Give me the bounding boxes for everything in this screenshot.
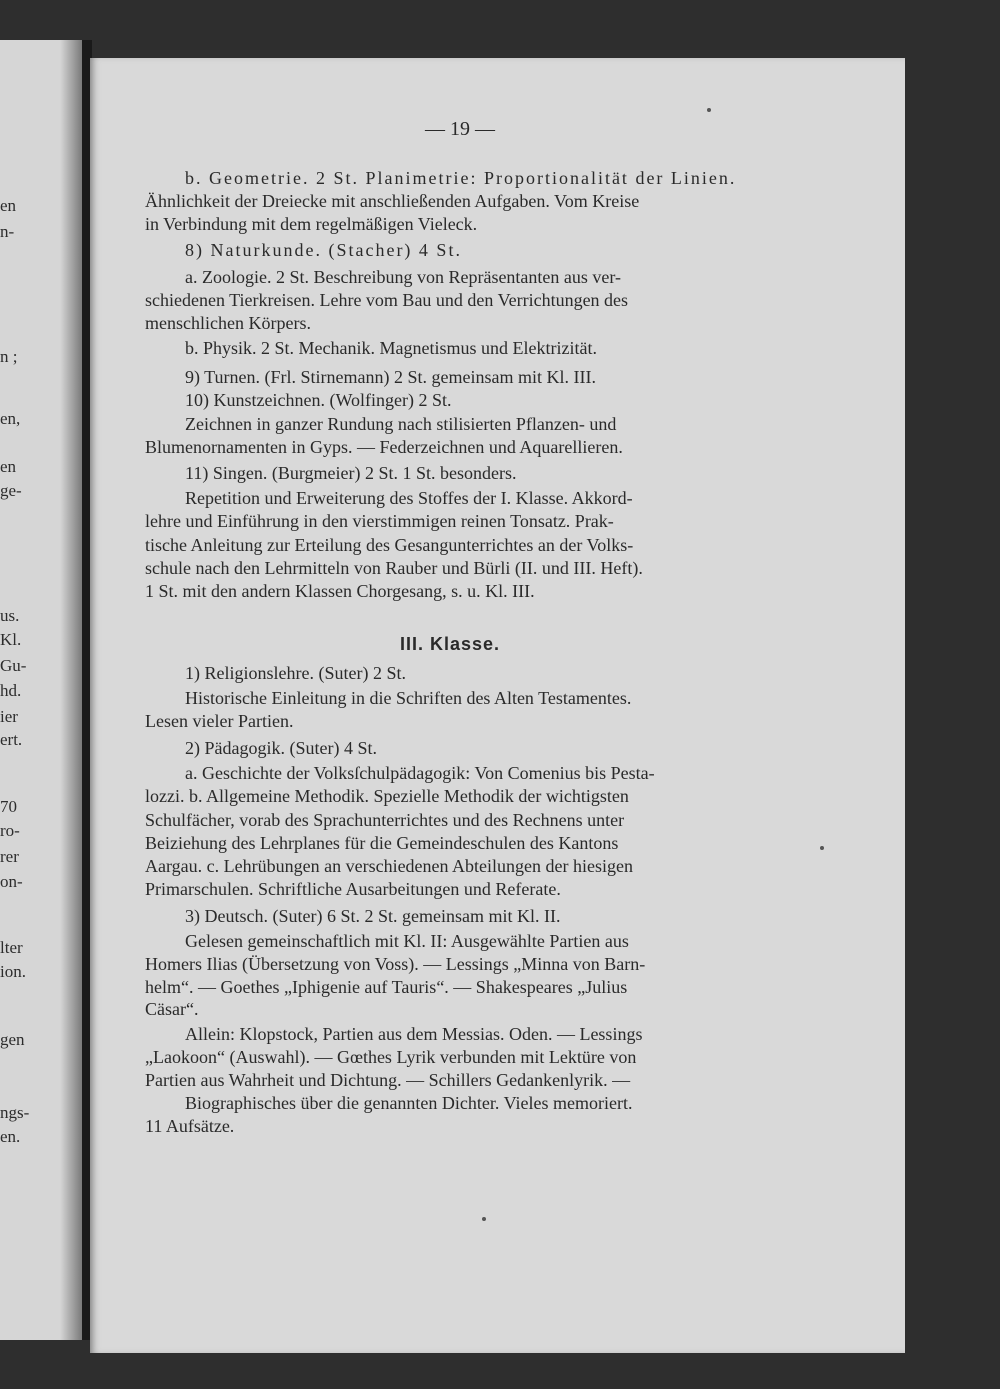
text-line: Zeichnen in ganzer Rundung nach stilisierten Pflanzen- und: [185, 414, 617, 434]
text-line: 3) Deutsch. (Suter) 6 St. 2 St. gemeinsam mit Kl. II.: [185, 906, 561, 926]
text-line: schiedenen Tierkreisen. Lehre vom Bau und den Verrichtungen des: [145, 290, 629, 310]
text-line: Cäsar“.: [145, 999, 199, 1019]
text-line: 2) Pädagogik. (Suter) 4 St.: [185, 738, 377, 758]
text-line: a. Geschichte der Volksſchulpädagogik: Von Comenius bis Pesta-: [185, 763, 655, 783]
text-line: Primarschulen. Schriftliche Ausarbeitungen und Referate.: [145, 879, 561, 899]
left-fragment: en.: [0, 1127, 21, 1146]
text-line: Ähnlichkeit der Dreiecke mit anschließenden Aufgaben. Vom Kreise: [145, 191, 640, 211]
text-line: 10) Kunstzeichnen. (Wolfinger) 2 St.: [185, 390, 452, 410]
left-fragment: n ;: [0, 347, 18, 366]
text-line: Lesen vieler Partien.: [145, 711, 294, 731]
left-fragment: hd.: [0, 681, 22, 700]
paper-speck: [707, 108, 711, 112]
paper-speck: [482, 1217, 486, 1221]
text-line: Homers Ilias (Übersetzung von Voss). — Lessings „Minna von Barn-: [145, 954, 646, 974]
text-line: Schulfächer, vorab des Sprachunterrichtes und des Rechnens unter: [145, 810, 625, 830]
left-fragment: on-: [0, 872, 23, 891]
text-line: 9) Turnen. (Frl. Stirnemann) 2 St. gemeinsam mit Kl. III.: [185, 367, 596, 387]
left-fragment: n-: [0, 222, 15, 241]
section-heading: III. Klasse.: [400, 634, 501, 654]
text-line: b. Physik. 2 St. Mechanik. Magnetismus und Elektrizität.: [185, 338, 597, 358]
text-line: in Verbindung mit dem regelmäßigen Vieleck.: [145, 214, 478, 234]
text-line: 1) Religionslehre. (Suter) 2 St.: [185, 663, 406, 683]
text-line: Partien aus Wahrheit und Dichtung. — Schillers Gedankenlyrik. —: [145, 1070, 631, 1090]
left-fragment: rer: [0, 847, 19, 866]
left-fragment: ier: [0, 707, 18, 726]
text-line: 1 St. mit den andern Klassen Chorgesang, s. u. Kl. III.: [145, 581, 535, 601]
left-fragment: en,: [0, 409, 21, 428]
text-line: schule nach den Lehrmitteln von Rauber und Bürli (II. und III. Heft).: [145, 558, 643, 578]
left-fragment: ngs-: [0, 1103, 30, 1122]
text-line: b. Geometrie. 2 St. Planimetrie: Proportionalität der Linien.: [185, 168, 737, 188]
left-fragment: lter: [0, 938, 23, 957]
paper-speck: [820, 846, 824, 850]
text-line: „Laokoon“ (Auswahl). — Gœthes Lyrik verbunden mit Lektüre von: [145, 1047, 637, 1067]
page-number: — 19 —: [425, 118, 495, 140]
left-fragment: ert.: [0, 730, 23, 749]
text-line: a. Zoologie. 2 St. Beschreibung von Repräsentanten aus ver-: [185, 267, 622, 287]
text-line: Beiziehung des Lehrplanes für die Gemeindeschulen des Kantons: [145, 833, 619, 853]
text-line: Aargau. c. Lehrübungen an verschiedenen Abteilungen der hiesigen: [145, 856, 633, 876]
text-line: Allein: Klopstock, Partien aus dem Messias. Oden. — Lessings: [185, 1024, 643, 1044]
text-line: Biographisches über die genannten Dichter. Vieles memoriert.: [185, 1093, 633, 1113]
left-fragment: Kl.: [0, 630, 22, 649]
left-fragment: 70: [0, 797, 17, 816]
text-line: 8) Naturkunde. (Stacher) 4 St.: [185, 240, 462, 260]
left-fragment: gen: [0, 1030, 25, 1049]
text-line: helm“. — Goethes „Iphigenie auf Tauris“. — Shakespeares „Julius: [145, 977, 628, 997]
text-line: 11 Aufsätze.: [145, 1116, 235, 1136]
text-line: Repetition und Erweiterung des Stoffes der I. Klasse. Akkord-: [185, 488, 633, 508]
text-line: Blumenornamenten in Gyps. — Federzeichnen und Aquarellieren.: [145, 437, 623, 457]
left-fragment: ion.: [0, 962, 26, 981]
text-line: menschlichen Körpers.: [145, 313, 311, 333]
text-line: Gelesen gemeinschaftlich mit Kl. II: Ausgewählte Partien aus: [185, 931, 629, 951]
left-fragment: en: [0, 457, 17, 476]
text-line: Historische Einleitung in die Schriften des Alten Testamentes.: [185, 688, 632, 708]
text-line: tische Anleitung zur Erteilung des Gesangunterrichtes an der Volks-: [145, 535, 634, 555]
left-fragment: en: [0, 196, 17, 215]
left-fragment: us.: [0, 606, 20, 625]
left-fragment: Gu-: [0, 656, 27, 675]
left-fragment: ge-: [0, 481, 22, 500]
left-fragment: ro-: [0, 821, 20, 840]
text-line: 11) Singen. (Burgmeier) 2 St. 1 St. besonders.: [185, 463, 517, 483]
book-spine-shadow: [60, 40, 82, 1340]
text-line: lozzi. b. Allgemeine Methodik. Spezielle Methodik der wichtigsten: [145, 786, 629, 806]
text-line: lehre und Einführung in den vierstimmigen reinen Tonsatz. Prak-: [145, 511, 614, 531]
